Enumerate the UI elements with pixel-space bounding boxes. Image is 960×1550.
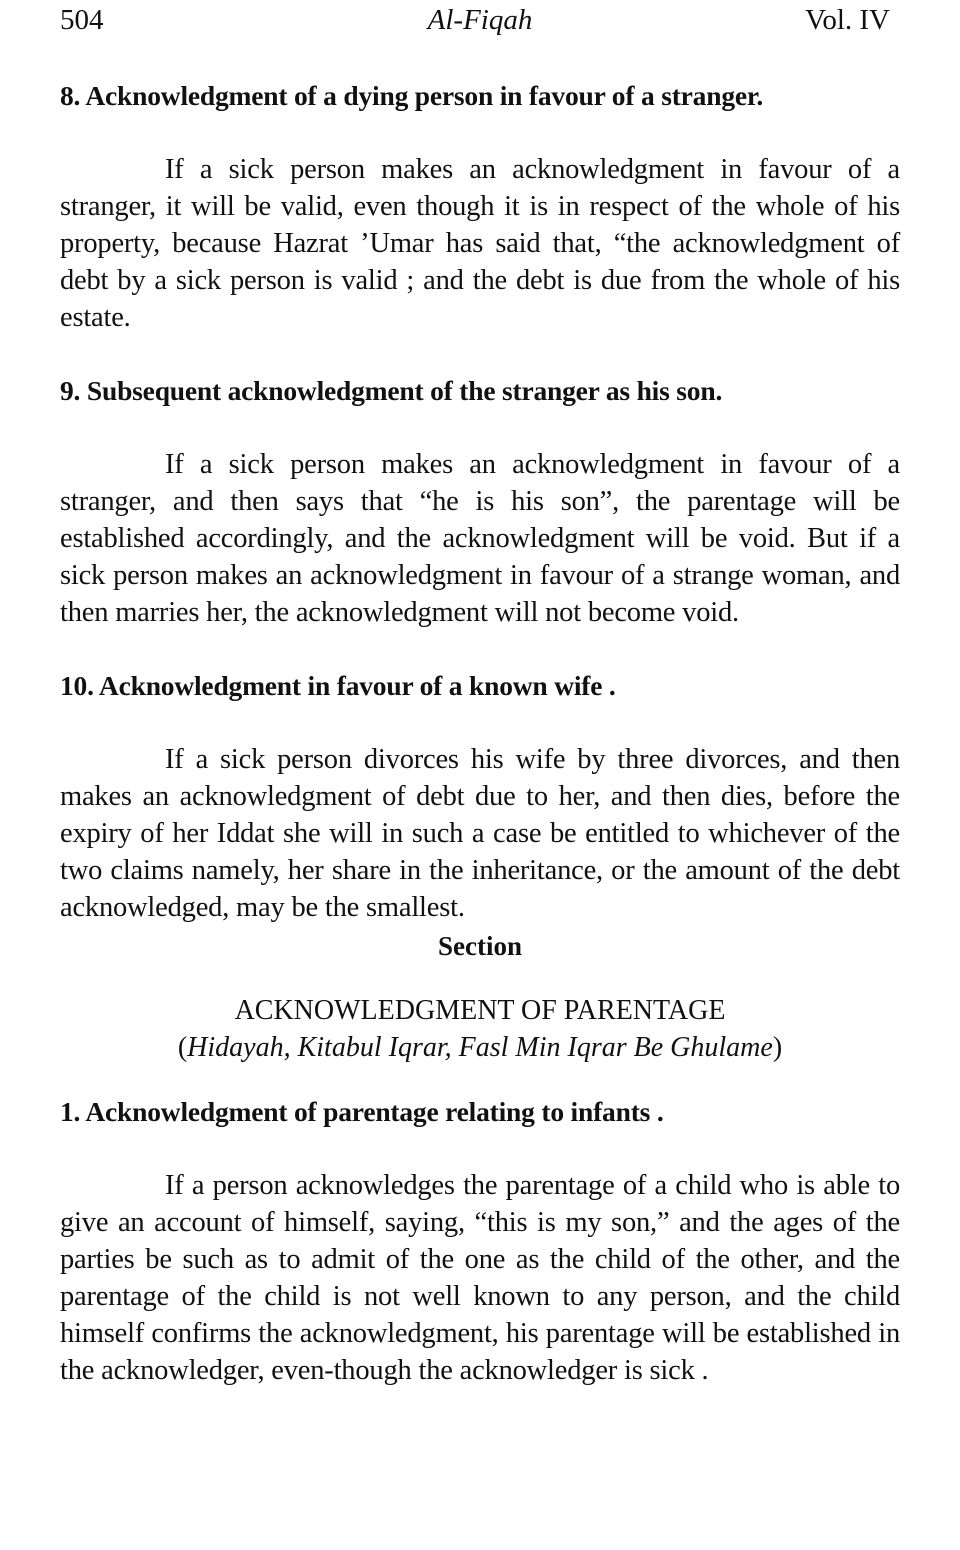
running-header (60, 0, 900, 50)
section-9-paragraph: If a sick person makes an acknowledgment in favour of a stranger, and then says that “he is his son”, the parentage will be established accordingly, and the acknowledgment will be void. But if a sick person makes an acknowledgment in favour of a strange woman, and then marries her, the acknowledgment will not become void. (60, 449, 900, 628)
book-page (60, 0, 900, 1389)
section-label: Section (438, 931, 522, 961)
reference-text: Hidayah, Kitabul Iqrar, Fasl Min Iqrar Be Ghulame (187, 1032, 773, 1063)
section-9-heading: 9. Subsequent acknowledgment of the stranger as his son. (60, 375, 723, 406)
page-number: 504 (60, 4, 104, 36)
parentage-section-1-paragraph: If a person acknowledges the parentage of a child who is able to give an account of himself, saying, “this is my son,” and the ages of the parties be such as to admit of the one as the child of the other, and the parentage of the child is not well known to any person, and the child himself confirms the acknowledgment, his parentage will be established in the acknowledger, even-though the acknowledger is sick . (60, 1170, 900, 1386)
section-8-heading: 8. Acknowledgment of a dying person in favour of a stranger. (60, 80, 764, 111)
reference-close-paren: ) (772, 1032, 783, 1063)
section-8-paragraph: If a sick person makes an acknowledgment in favour of a stranger, it will be valid, even though it is in respect of the whole of his property, because Hazrat ’Umar has said that, “the acknowledgment of debt by a sick person is valid ; and the debt is due from the whole of his estate. (60, 154, 900, 333)
volume-label: Vol. IV (805, 4, 890, 36)
section-reference (60, 1029, 900, 1066)
parentage-section-1-heading: 1. Acknowledgment of parentage relating to infants . (60, 1096, 664, 1127)
section-10-paragraph: If a sick person divorces his wife by three divorces, and then makes an acknowledgment of debt due to her, and then dies, before the expiry of her Iddat she will in such a case be entitled to whichever of the two claims namely, her share in the inheritance, or the amount of the debt acknowledged, may be the smallest. (60, 744, 900, 923)
book-title: Al-Fiqah (427, 4, 533, 36)
reference-open-paren: ( (177, 1032, 188, 1063)
section-subtitle: ACKNOWLEDGMENT OF PARENTAGE (234, 995, 726, 1026)
section-10-heading: 10. Acknowledgment in favour of a known wife . (60, 670, 616, 701)
